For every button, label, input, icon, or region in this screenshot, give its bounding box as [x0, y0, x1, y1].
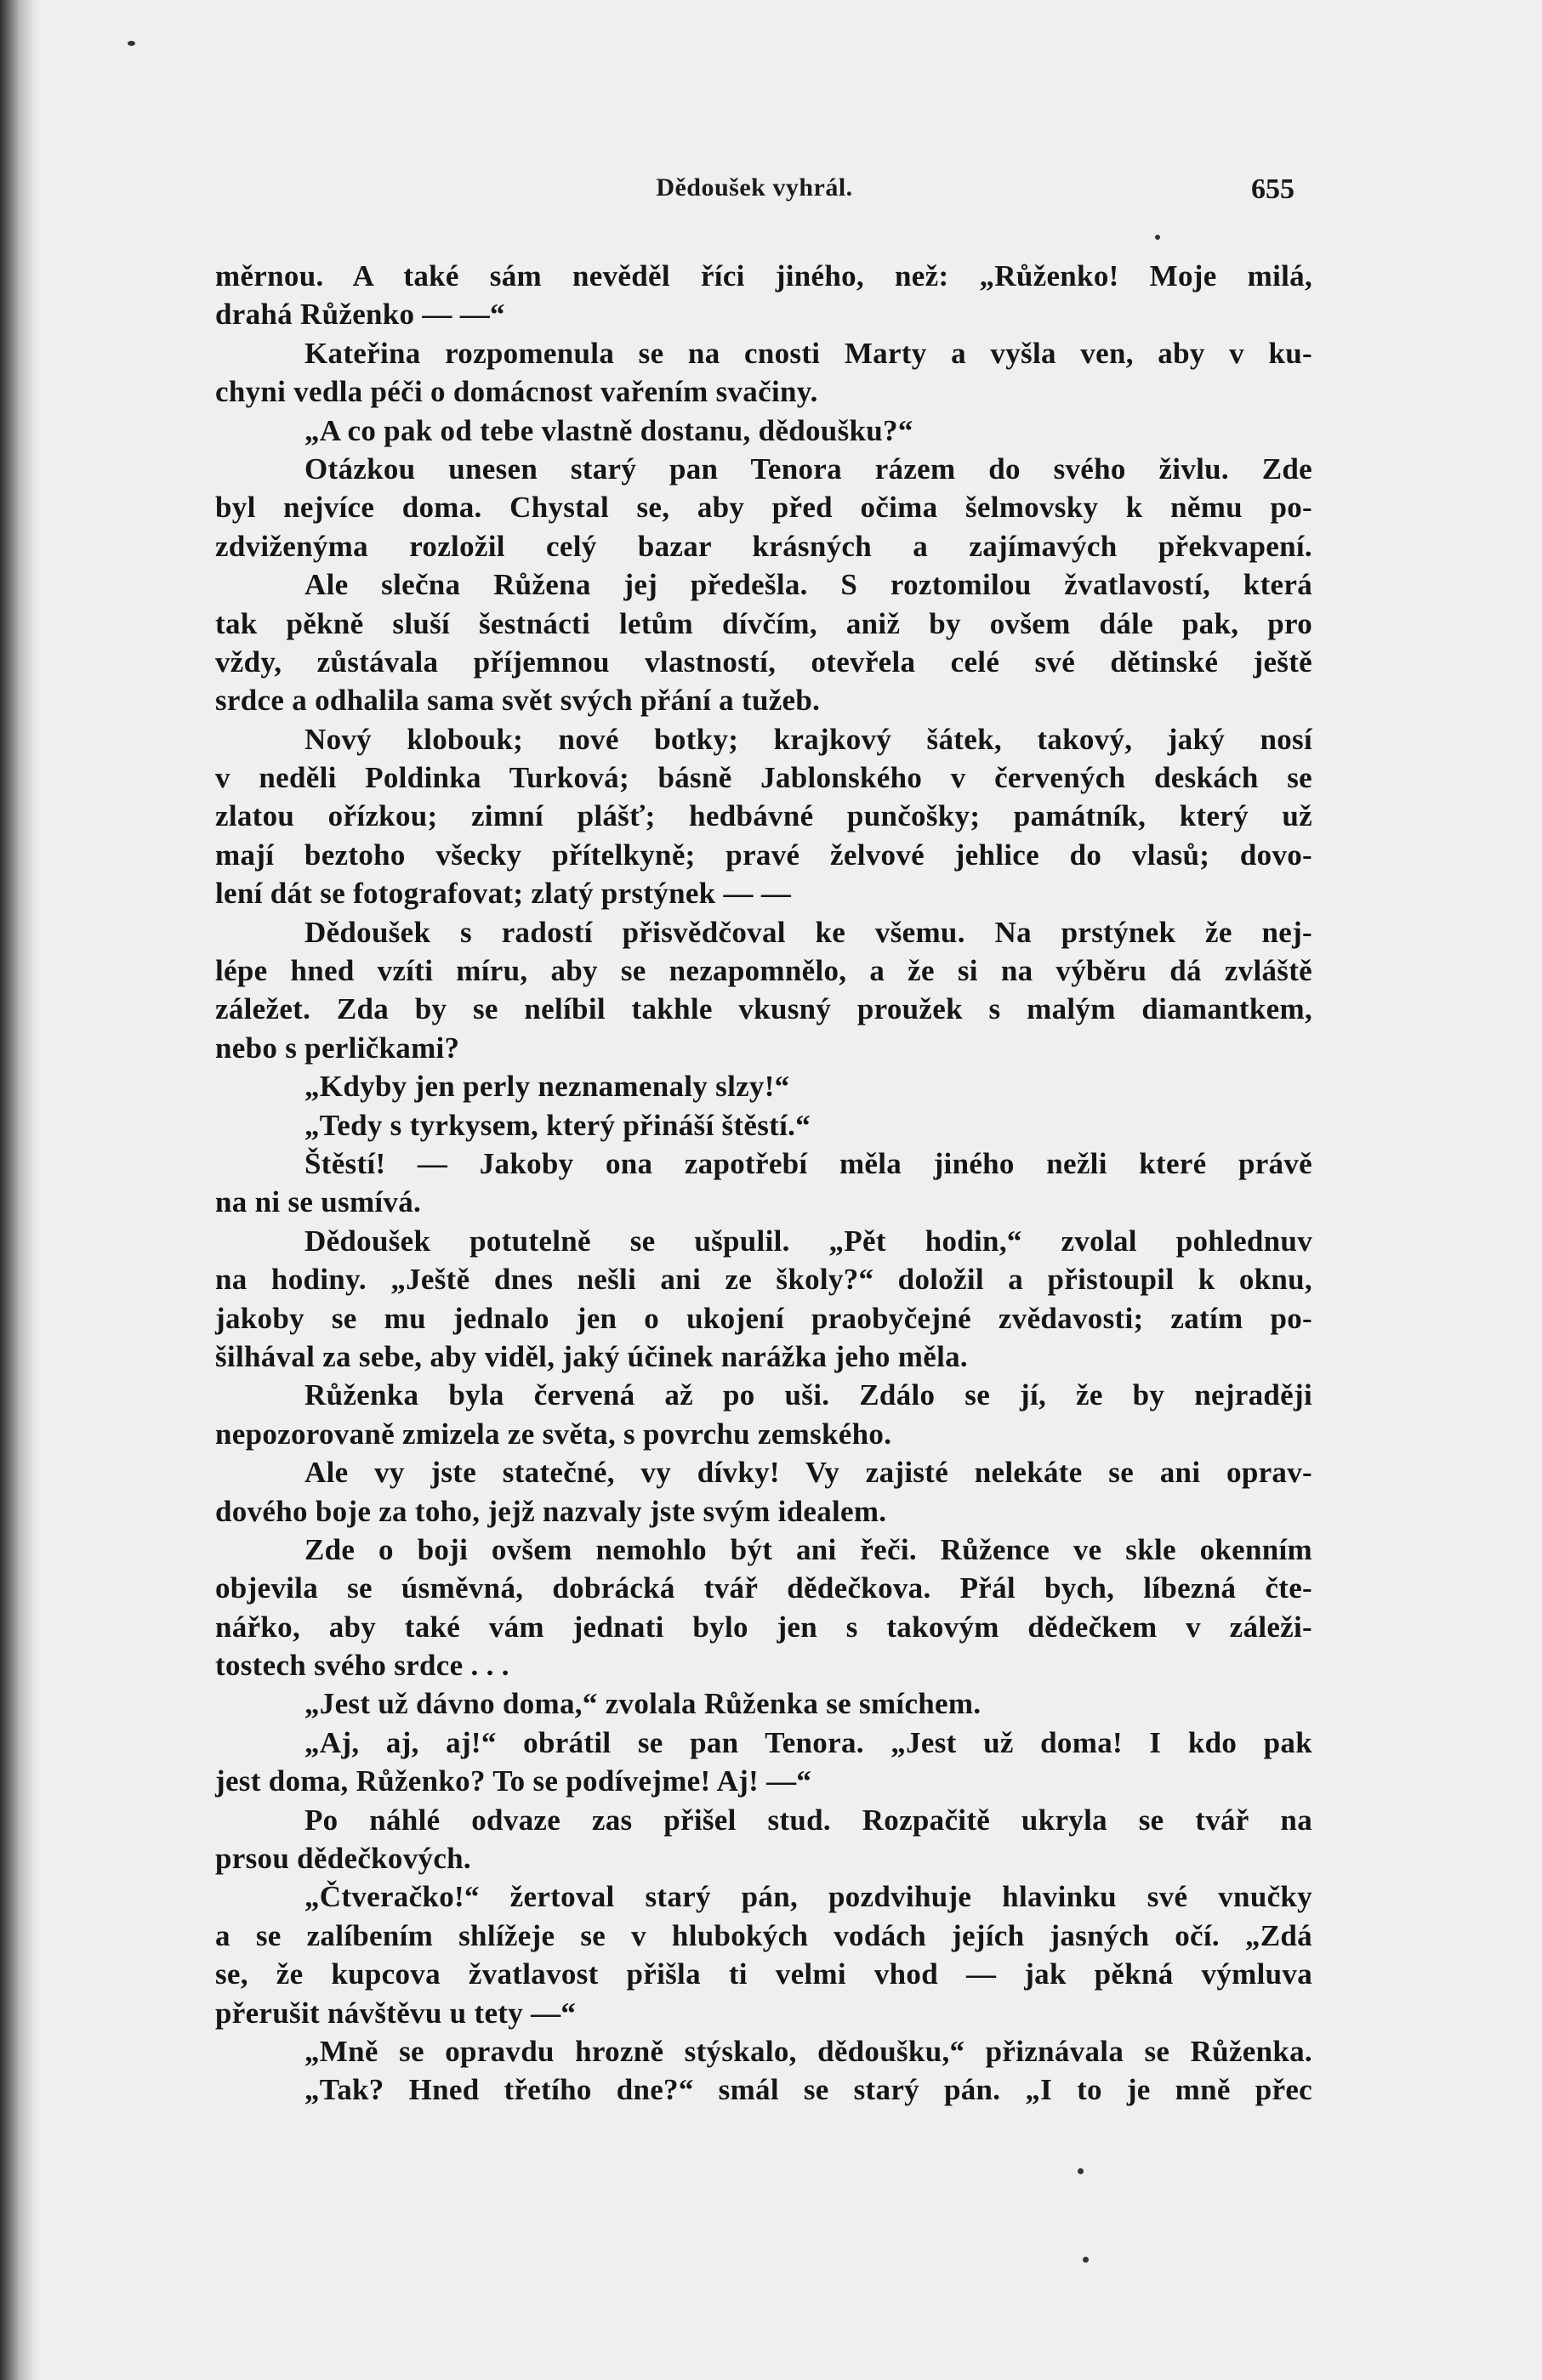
text-line: nářko, aby také vám jednati bylo jen s takovým dědečkem v záleži-: [215, 1610, 1312, 1644]
text-line: „Jest už dávno doma,“ zvolala Růženka se smíchem.: [304, 1687, 982, 1721]
text-line: Nový klobouk; nové botky; krajkový šátek, takový, jaký nosí: [304, 722, 1312, 756]
text-line: mají beztoho všecky přítelkyně; pravé želvové jehlice do vlasů; dovo-: [215, 838, 1312, 872]
text-line: nepozorovaně zmizela ze světa, s povrchu zemského.: [215, 1417, 892, 1451]
text-line: Ale slečna Růžena jej předešla. S roztomilou žvatlavostí, která: [304, 568, 1312, 602]
text-line: Po náhlé odvaze zas přišel stud. Rozpačitě ukryla se tvář na: [304, 1803, 1312, 1837]
text-line: zlatou ořízkou; zimní plášť; hedbávné punčošky; památník, který už: [215, 799, 1312, 833]
binding-shadow: [0, 0, 41, 2380]
scan-speck: [1078, 2168, 1084, 2174]
text-line: Kateřina rozpomenula se na cnosti Marty a vyšla ven, aby v ku-: [304, 336, 1312, 370]
text-line: drahá Růženko — —“: [215, 298, 505, 332]
text-line: vždy, zůstávala příjemnou vlastností, otevřela celé své dětinské ještě: [215, 645, 1312, 679]
text-line: „A co pak od tebe vlastně dostanu, dědoušku?“: [304, 413, 913, 447]
text-line: Štěstí! — Jakoby ona zapotřebí měla jiného nežli které právě: [304, 1146, 1312, 1180]
page-number: 655: [1251, 173, 1294, 205]
scan-speck: [1083, 2257, 1089, 2263]
text-line: lení dát se fotografovat; zlatý prstýnek — —: [215, 877, 792, 911]
running-title: Dědoušek vyhrál.: [656, 173, 853, 202]
text-line: Růženka byla červená až po uši. Zdálo se jí, že by nejraději: [304, 1378, 1312, 1412]
text-line: na ni se usmívá.: [215, 1185, 422, 1219]
text-line: objevila se úsměvná, dobrácká tvář dědečkova. Přál bych, líbezná čte-: [215, 1571, 1312, 1605]
text-line: tostech svého srdce . . .: [215, 1649, 509, 1683]
text-line: chyni vedla péči o domácnost vařením svačiny.: [215, 375, 818, 409]
text-line: byl nejvíce doma. Chystal se, aby před očima šelmovsky k němu po-: [215, 491, 1312, 525]
text-line: „Mně se opravdu hrozně stýskalo, dědoušku,“ přiznávala se Růženka.: [304, 2034, 1312, 2068]
text-line: „Aj, aj, aj!“ obrátil se pan Tenora. „Jest už doma! I kdo pak: [304, 1725, 1312, 1759]
text-line: tak pěkně sluší šestnácti letům dívčím, aniž by ovšem dále pak, pro: [215, 606, 1312, 640]
text-line: Ale vy jste statečné, vy dívky! Vy zajisté nelekáte se ani oprav-: [304, 1456, 1312, 1490]
scan-speck: [128, 41, 135, 46]
body-text: [215, 257, 1312, 2110]
text-line: v neděli Poldinka Turková; básně Jablonského v červených deskách se: [215, 761, 1312, 795]
text-line: se, že kupcova žvatlavost přišla ti velmi vhod — jak pěkná výmluva: [215, 1957, 1312, 1991]
text-line: lépe hned vzíti míru, aby se nezapomnělo, a že si na výběru dá zvláště: [215, 954, 1312, 988]
text-line: „Čtveračko!“ žertoval starý pán, pozdvihuje hlavinku své vnučky: [304, 1880, 1312, 1914]
text-line: přerušit návštěvu u tety —“: [215, 1996, 577, 2030]
text-line: nebo s perličkami?: [215, 1031, 460, 1065]
text-line: zdviženýma rozložil celý bazar krásných a zajímavých překvapení.: [215, 529, 1312, 563]
text-line: dového boje za toho, jejž nazvaly jste svým idealem.: [215, 1494, 887, 1528]
text-line: Dědoušek potutelně se ušpulil. „Pět hodin,“ zvolal pohlednuv: [304, 1224, 1312, 1258]
text-line: „Kdyby jen perly neznamenaly slzy!“: [304, 1070, 790, 1104]
text-line: srdce a odhalila sama svět svých přání a tužeb.: [215, 684, 821, 718]
scan-speck: [1155, 235, 1160, 240]
text-line: měrnou. A také sám nevěděl říci jiného, než: „Růženko! Moje milá,: [215, 259, 1312, 293]
text-line: Dědoušek s radostí přisvědčoval ke všemu. Na prstýnek že nej-: [304, 915, 1312, 949]
text-line: „Tedy s tyrkysem, který přináší štěstí.“: [304, 1108, 811, 1142]
text-line: a se zalíbením shlížeje se v hlubokých vodách jejích jasných očí. „Zdá: [215, 1918, 1312, 1952]
text-line: „Tak? Hned třetího dne?“ smál se starý pán. „I to je mně přec: [304, 2073, 1312, 2107]
running-header: [214, 173, 1294, 218]
text-line: prsou dědečkových.: [215, 1842, 471, 1876]
text-line: na hodiny. „Ještě dnes nešli ani ze školy?“ doložil a přistoupil k oknu,: [215, 1263, 1312, 1297]
text-line: jakoby se mu jednalo jen o ukojení praobyčejné zvědavosti; zatím po-: [215, 1301, 1312, 1335]
text-line: Otázkou unesen starý pan Tenora rázem do svého živlu. Zde: [304, 452, 1312, 486]
text-line: Zde o boji ovšem nemohlo být ani řeči. Růžence ve skle okenním: [304, 1532, 1312, 1566]
text-line: šilhával za sebe, aby viděl, jaký účinek narážka jeho měla.: [215, 1339, 968, 1373]
text-line: jest doma, Růženko? To se podívejme! Aj! —“: [215, 1764, 812, 1798]
text-line: záležet. Zda by se nelíbil takhle vkusný proužek s malým diamantkem,: [215, 992, 1312, 1026]
